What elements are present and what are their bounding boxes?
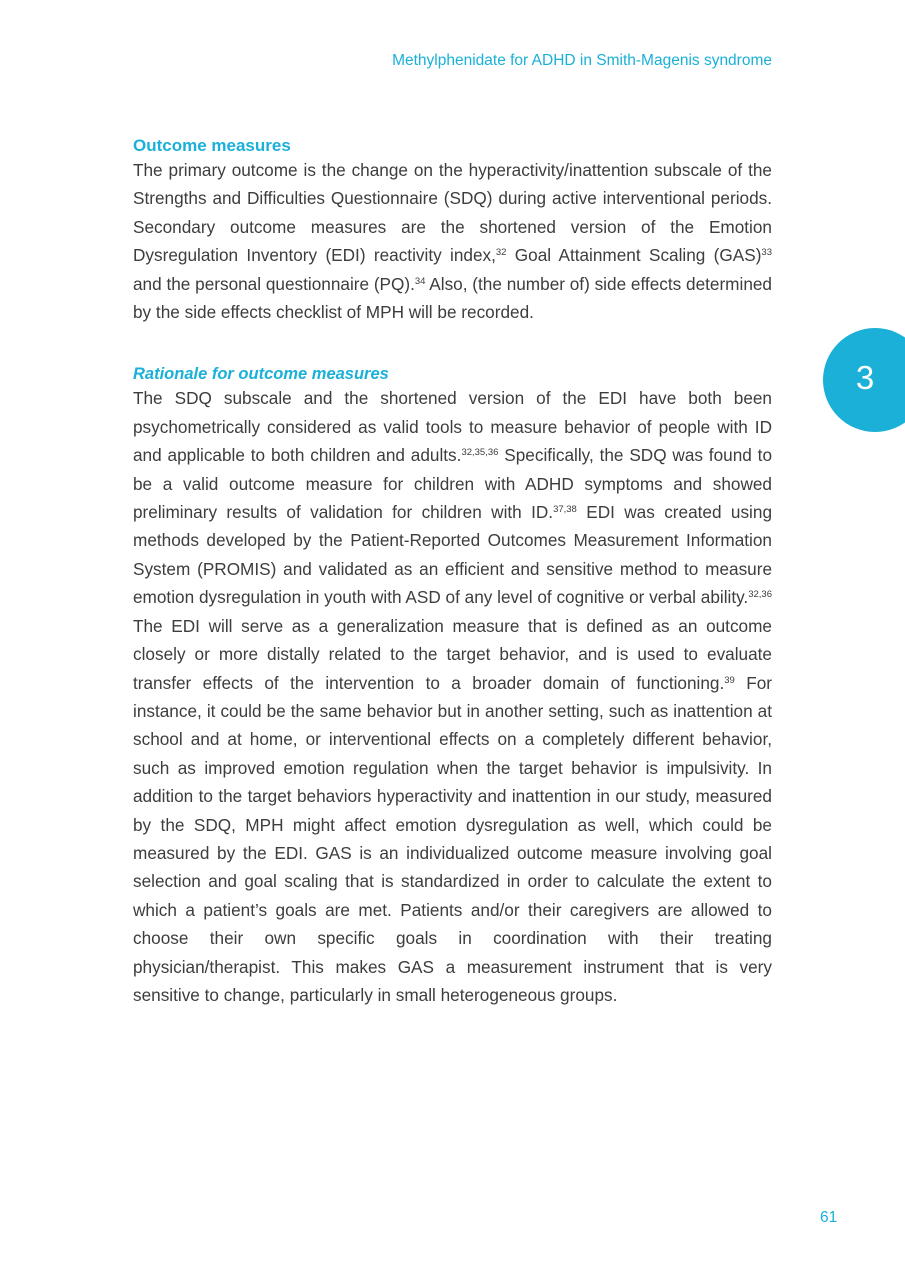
text-run: Also, (the number of) side effects determined by the side effects checklist of MPH will be recorded. — [133, 273, 772, 323]
text-run: Specifically, the SDQ was found to be a valid outcome measure for children with ADHD symptoms and showed preliminary results of validation for children with ID. — [133, 445, 772, 523]
section-heading-outcome-measures: Outcome measures — [133, 136, 291, 155]
citation-ref: 33 — [761, 247, 772, 259]
citation-ref: 37,38 — [553, 504, 577, 516]
citation-ref: 34 — [414, 275, 426, 287]
text-run: The primary outcome is the change on the hyperactivity/inattention subscale of the Strengths and Difficulties Questionnaire (SDQ) during active interventional periods. Secondary outcome measures are the shortened version of the Emotion Dysregulation Inventory (EDI) reactivity index, — [133, 160, 772, 266]
text-run: For instance, it could be the same behavior but in another setting, such as inattention at school and at home, or interventional effects on a completely different behavior, such as improved emotion regulation when the target behavior is impulsivity. In addition to the target behaviors hyperactivity and inattention in our study, measured by the SDQ, MPH might affect emotion dysregulation as well, which could be measured by the EDI. GAS is an individualized outcome measure involving goal selection and goal scaling that is standardized in order to calculate the extent to which a patient’s goals are met. Patients and/or their caregivers are allowed to choose their own specific goals in coordination with their treating physician/therapist. This makes GAS a measurement instrument that is very sensitive to change, particularly in small heterogeneous groups. — [133, 672, 772, 1005]
chapter-number: 3 — [855, 359, 875, 396]
paragraph-rationale — [133, 384, 772, 1009]
page-body — [133, 136, 772, 1009]
text-run: and the personal questionnaire (PQ). — [133, 273, 415, 294]
text-run: Goal Attainment Scaling (GAS) — [506, 245, 762, 266]
page-number: 61 — [820, 1209, 838, 1226]
chapter-tab — [823, 328, 905, 432]
citation-ref: 32 — [495, 247, 507, 259]
section-spacer — [133, 326, 772, 364]
citation-ref: 32,36 — [748, 589, 772, 601]
text-run: EDI was created using methods developed by the Patient-Reported Outcomes Measurement Information System (PROMIS) and validated as an efficient and sensitive method to measure emotion dysregulation in youth with ASD of any level of cognitive or verbal ability. — [133, 502, 772, 608]
citation-ref: 32,35,36 — [461, 447, 499, 459]
text-run: The EDI will serve as a generalization measure that is defined as an outcome closely or more distally related to the target behavior, and is used to evaluate transfer effects of the intervention to a broader domain of functioning. — [133, 615, 772, 693]
running-head: Methylphenidate for ADHD in Smith-Magenis syndrome — [392, 52, 772, 69]
text-run: The SDQ subscale and the shortened version of the EDI have both been psychometrically considered as valid tools to measure behavior of people with ID and applicable to both children and adults. — [133, 388, 772, 466]
citation-ref: 39 — [724, 674, 735, 686]
paragraph-outcome-measures — [133, 156, 772, 326]
section-heading-rationale: Rationale for outcome measures — [133, 365, 389, 384]
